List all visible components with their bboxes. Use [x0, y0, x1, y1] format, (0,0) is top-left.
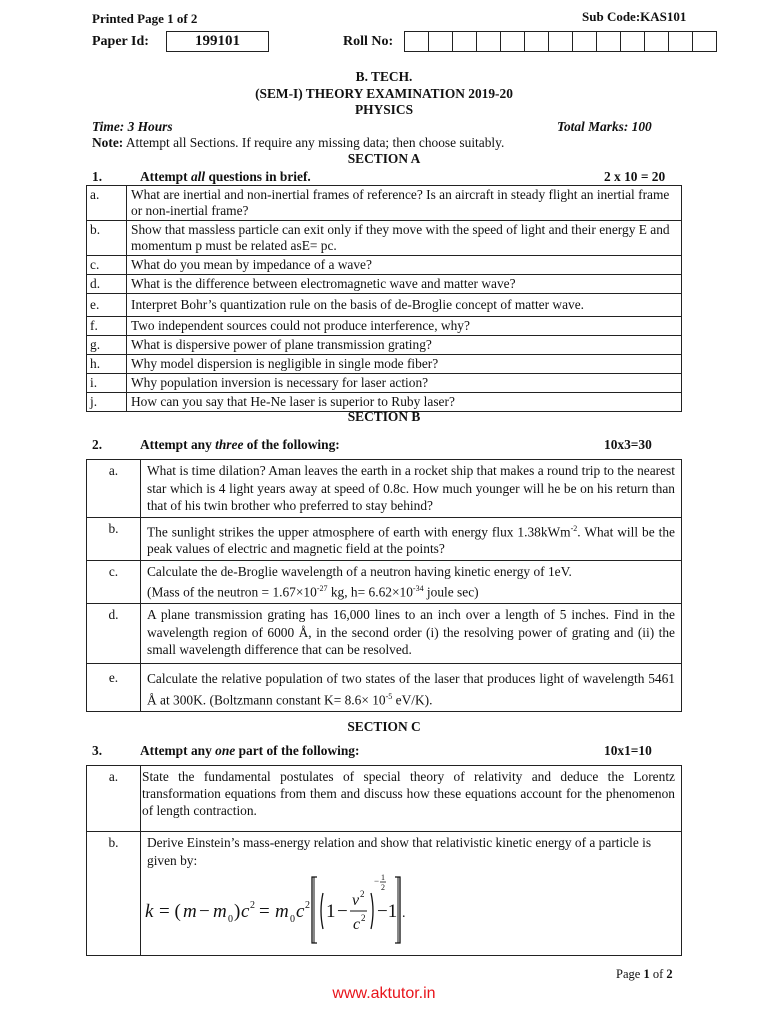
paper-id-box: 199101: [166, 31, 269, 52]
svg-text:−: −: [374, 876, 380, 886]
item-mass-sup: -27: [316, 584, 328, 594]
svg-text:k: k: [145, 901, 154, 922]
svg-text:c: c: [353, 916, 361, 933]
item-label: c.: [87, 560, 141, 603]
svg-text:2: 2: [361, 913, 366, 923]
table-row: [87, 336, 682, 355]
item-label: a.: [87, 460, 141, 518]
svg-text:c: c: [296, 901, 305, 922]
section-c-title: SECTION C: [347, 719, 421, 734]
svg-text:−: −: [199, 901, 210, 922]
svg-text:2: 2: [360, 889, 365, 899]
item-label: b.: [87, 221, 127, 256]
svg-text:0: 0: [290, 914, 295, 925]
section-b-title: SECTION B: [347, 409, 421, 424]
q3-em: one: [215, 743, 236, 758]
page-num: 1: [643, 967, 650, 981]
item-text: [141, 517, 682, 560]
item-text: State the fundamental postulates of special theory of relativity and deduce the Lorentz transformation equations from them and discuss how these equations account for the phenomenon of length contraction.: [141, 766, 682, 832]
svg-text:0: 0: [228, 914, 233, 925]
item-label: j.: [87, 393, 127, 412]
title-degree: B. TECH.: [355, 69, 413, 84]
q2-pre: Attempt any: [140, 437, 216, 452]
item-text: What are inertial and non-inertial frames of reference? Is an aircraft in steady flight an inertial frame or non-inertial frame?: [127, 186, 682, 221]
item-text: [141, 664, 682, 711]
item-mass-post: joule sec): [423, 584, 479, 600]
table-row: [87, 766, 682, 832]
roll-no-label: Roll No:: [343, 34, 394, 49]
item-text: Why model dispersion is negligible in single mode fiber?: [127, 355, 682, 374]
item-label: h.: [87, 355, 127, 374]
item-text: Two independent sources could not produce interference, why?: [127, 317, 682, 336]
svg-text:= (: = (: [159, 901, 181, 922]
roll-no-boxes: [405, 31, 717, 52]
svg-text:1: 1: [381, 873, 385, 882]
page-pre: Page: [616, 967, 644, 981]
item-text: Derive Einstein’s mass-energy relation and show that relativistic kinetic energy of a particle is given by:: [147, 835, 652, 868]
title-exam: (SEM-I) THEORY EXAMINATION 2019-20: [255, 86, 513, 101]
roll-box: [452, 31, 477, 52]
q1-em: all: [190, 169, 206, 184]
item-content: [141, 832, 682, 956]
table-row: [87, 221, 682, 256]
item-text-post: . What will be the peak values of electric and magnetic field at the points?: [147, 523, 675, 557]
item-text-pre: Calculate the relative population of two states of the laser that produces light of wavelength 5461 Å at 300K. (Boltzmann constant K= 8.6× 10: [147, 671, 675, 708]
website-link[interactable]: www.aktutor.in: [332, 985, 436, 1002]
item-label: e.: [87, 664, 141, 711]
svg-text:2: 2: [381, 883, 385, 892]
time-label: Time: 3 Hours: [92, 119, 173, 134]
roll-box: [692, 31, 717, 52]
table-row: [87, 460, 682, 518]
roll-box: [668, 31, 693, 52]
note-label: Note:: [92, 135, 124, 150]
q3-marks: 10x1=10: [604, 743, 652, 758]
roll-box: [476, 31, 501, 52]
item-label: i.: [87, 374, 127, 393]
item-label: a.: [87, 766, 141, 832]
item-text: What is dispersive power of plane transmission grating?: [127, 336, 682, 355]
roll-box: [644, 31, 669, 52]
table-row: [87, 317, 682, 336]
formula: [145, 871, 675, 952]
svg-text:m: m: [213, 901, 227, 922]
roll-box: [572, 31, 597, 52]
q1-post: questions in brief.: [205, 169, 311, 184]
section-c-table: [86, 765, 682, 956]
total-marks: Total Marks: 100: [557, 119, 652, 134]
section-a-table: [86, 185, 682, 412]
table-row: [87, 604, 682, 664]
table-row: [87, 832, 682, 956]
svg-text:1: 1: [326, 901, 336, 922]
svg-text:m: m: [275, 901, 289, 922]
item-text: Why population inversion is necessary for laser action?: [127, 374, 682, 393]
svg-text:): ): [234, 901, 241, 922]
item-label: d.: [87, 275, 127, 294]
q2-em: three: [215, 437, 244, 452]
item-label: b.: [87, 832, 141, 956]
q3-post: part of the following:: [235, 743, 360, 758]
q2-marks: 10x3=30: [604, 437, 652, 452]
table-row: [87, 186, 682, 221]
q1-pre: Attempt: [140, 169, 191, 184]
item-text-post: eV/K).: [392, 692, 433, 708]
q1-number: 1.: [92, 169, 103, 184]
table-row: [87, 664, 682, 711]
item-mass-sup2: -34: [412, 584, 424, 594]
q2-number: 2.: [92, 437, 103, 452]
svg-text:−: −: [337, 901, 348, 922]
table-row: [87, 517, 682, 560]
page-number: [616, 967, 673, 982]
item-text: What do you mean by impedance of a wave?: [127, 256, 682, 275]
q2-instruction: [140, 437, 340, 453]
note-text: Attempt all Sections. If require any missing data; then choose suitably.: [123, 135, 505, 150]
item-text-sup: -2: [570, 523, 578, 533]
page-total: 2: [666, 967, 673, 981]
svg-text:2: 2: [250, 900, 255, 911]
item-text-sup: -5: [385, 691, 393, 701]
table-row: [87, 275, 682, 294]
item-text: Interpret Bohr’s quantization rule on the basis of de-Broglie concept of matter wave.: [127, 294, 682, 317]
table-row: [87, 560, 682, 603]
roll-box: [620, 31, 645, 52]
roll-box: [500, 31, 525, 52]
sub-code: Sub Code:KAS101: [582, 9, 687, 24]
item-label: e.: [87, 294, 127, 317]
item-mass-mid: kg, h= 6.62×10: [327, 584, 413, 600]
table-row: [87, 355, 682, 374]
formula-svg: [145, 871, 405, 947]
roll-box: [548, 31, 573, 52]
item-text: How can you say that He-Ne laser is superior to Ruby laser?: [127, 393, 682, 412]
item-label: f.: [87, 317, 127, 336]
item-label: b.: [87, 517, 141, 560]
roll-box: [596, 31, 621, 52]
q1-instruction: [140, 169, 311, 185]
item-text: Show that massless particle can exit only if they move with the speed of light and their energy E and momentum p must be related asE= pc.: [127, 221, 682, 256]
paper-id-label: Paper Id:: [92, 34, 149, 49]
q1-marks: 2 x 10 = 20: [604, 169, 666, 184]
item-text: [141, 560, 682, 603]
item-text-pre: The sunlight strikes the upper atmosphere of earth with energy flux 1.38kWm: [147, 523, 571, 539]
table-row: [87, 374, 682, 393]
item-label: g.: [87, 336, 127, 355]
table-row: [87, 256, 682, 275]
item-mass-pre: (Mass of the neutron = 1.67×10: [147, 584, 317, 600]
svg-text:c: c: [241, 901, 250, 922]
svg-text:2: 2: [305, 900, 310, 911]
title-subject: PHYSICS: [354, 102, 414, 117]
svg-text:m: m: [183, 901, 197, 922]
item-text-line1: Calculate the de-Broglie wavelength of a neutron having kinetic energy of 1eV.: [147, 563, 572, 579]
roll-box: [524, 31, 549, 52]
q3-instruction: [140, 743, 359, 759]
item-text: A plane transmission grating has 16,000 lines to an inch over a length of 5 inches. Find in the wavelength region of 6000 Å, in the second order (i) the resolving power of grating and (ii) the small wavelength difference that can be resolved.: [141, 604, 682, 664]
note: [92, 135, 504, 151]
svg-text:=: =: [259, 901, 270, 922]
item-text: What is time dilation? Aman leaves the earth in a rocket ship that makes a round trip to the nearest star which is 4 light years away at speed of 0.8c. How much younger will he be on his return than that of his twin brother who preferred to stay behind?: [141, 460, 682, 518]
section-a-title: SECTION A: [347, 151, 421, 166]
table-row: [87, 294, 682, 317]
roll-box: [428, 31, 453, 52]
svg-text:−1: −1: [377, 901, 398, 922]
svg-text:v: v: [352, 892, 360, 909]
printed-page: Printed Page 1 of 2: [92, 11, 198, 26]
section-b-table: [86, 459, 682, 712]
q2-post: of the following:: [243, 437, 340, 452]
q3-number: 3.: [92, 743, 103, 758]
item-label: c.: [87, 256, 127, 275]
svg-text:.: .: [402, 906, 406, 921]
item-text: What is the difference between electromagnetic wave and matter wave?: [127, 275, 682, 294]
item-label: a.: [87, 186, 127, 221]
page-mid: of: [649, 967, 667, 981]
q3-pre: Attempt any: [140, 743, 216, 758]
item-label: d.: [87, 604, 141, 664]
roll-box: [404, 31, 429, 52]
